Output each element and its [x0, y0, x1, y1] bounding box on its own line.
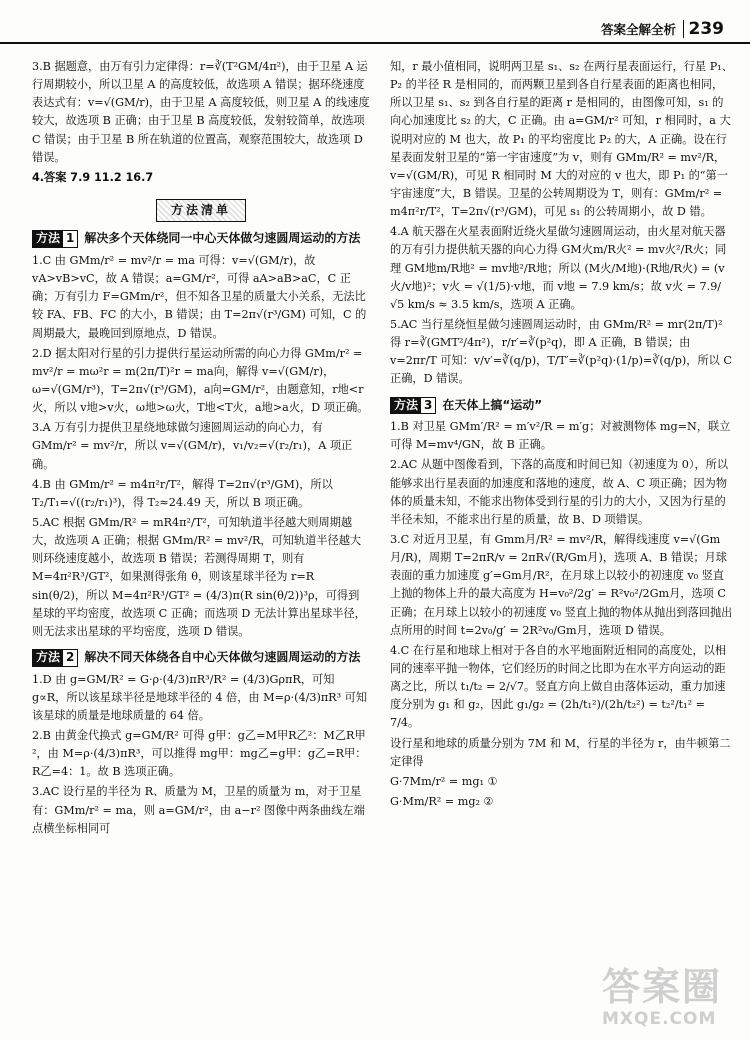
method-3-tag: 方法 3 — [390, 397, 436, 415]
m1-answer-1: 1.C 由 GMm/r² = mv²/r = ma 可得：v=√(GM/r)，故 vA>vB>vC，故 A 错误；a=GM/r²，可得 aA>aB>aC，C 正确；万有引力 F=GMm/r²，但不知各卫星的质量大小关系，无法比较 FA、FB、FC 的大小，B 错误；由 T=2π√(r³/GM) 可知，C 的周期最大，最晚回到原地点，D 错误。 — [32, 254, 367, 340]
right-column — [390, 58, 734, 1028]
method-2-heading — [32, 649, 370, 667]
answer-3b: 3.B 据题意，由万有引力定律得：r=∛(T²GM/4π²)，由于卫星 A 运行周期较小，所以卫星 A 的高度较低，故选项 A 错误；据环绕速度表达式有：v=√(GM/r)，由于卫星 A 高度较低，则卫星 A 的线速度较大，故选项 B 正确；由于卫星 B 高度较低，发射较简单，故选项 C 错误；由于卫星 B 所在轨道的位置高，观察范围较大，故选项 D 错误。 — [32, 60, 370, 164]
m3-answer-3: 3.C 对近月卫星，有 Gmm月/R² = mv²/R，解得线速度 v=√(Gm月/R)，周期 T=2πR/v = 2πR√(R/Gm月)，选项 A、B 错误；月球表面的重力加速度 g′=Gm月/R²，在月球上以较小的初速度 v₀ 竖直上抛的物体上升的最大高度为 H=v₀²/2g′ = R²v₀²/2Gm月，选项 C 正确；在月球上以较小的初速度 v₀ 竖直上抛的物体从抛出到落回抛出点所用的时间 t=2v₀/g′ = 2R²v₀/Gm月，选项 D 错误。 — [390, 532, 733, 637]
watermark-url: MXQE.COM — [602, 1009, 717, 1029]
answer-4: 4.答案 7.9 11.2 16.7 — [32, 170, 154, 184]
equation-2: G·Mm/R² = mg₂ ② — [390, 794, 494, 808]
m2-answer-1: 1.D 由 g=GM/R² = G·ρ·(4/3)πR³/R² = (4/3)GρπR，可知 g∝R，所以该星球半径是地球半径的 4 倍，由 M=ρ·(4/3)πR³ 可知该星球的质量是地球质量的 64 倍。 — [32, 672, 368, 722]
m2-answer-3-continued: 知，r 最小值相同，说明两卫星 s₁、s₂ 在两行星表面运行，行星 P₁、P₂ 的半径 R 是相同的，而两颗卫星到各自行星表面的距离也相同，所以卫星 s₁、s₂ 到各自行星的距离 r 是相同的，由图像可知，s₁ 的向心加速度比 s₂ 的大，C 正确。由 a=GM/r² 可知，r 相同时，a 大说明对应的 M 也大，故 P₁ 的平均密度比 P₂ 的大，A 正确。设在行星表面发射卫星的“第一宇宙速度”为 v，则有 GMm/R² = mv²/R，v=√(GM/R)，可见 R 相同时 M 大的对应的 v 也大，即 P₁ 的“第一宇宙速度”大，B 错误。卫星的公转周期设为 T，则有：GMm/r² = m4π²r/T²，T=2π√(r³/GM)，可见 s₁ 的公转周期小，故 D 错。 — [390, 60, 733, 219]
m3-answer-1: 1.B 对卫星 GMm′/R² = m′v²/R = m′g；对被测物体 mg=N，联立可得 M=mv⁴/GN，故 B 正确。 — [390, 420, 731, 452]
m3-answer-4-setup: 设行星和地球的质量分别为 7M 和 M，行星的半径为 r，由牛顿第二定律得 — [390, 736, 731, 768]
header-separator — [683, 20, 684, 38]
method-3-title: 在天体上搞“运动” — [442, 397, 543, 412]
section-banner — [32, 199, 370, 222]
m1-answer-2: 2.D 据太阳对行星的引力提供行星运动所需的向心力得 GMm/r² = mv²/r = mω²r = m(2π/T)²r = ma向，解得 v=√(GM/r)，ω=√(GM/r³)，T=2π√(r³/GM)，a向=GM/r²，由题意知，r地<r火，所以 v地>v火，ω地>ω火，T地<T火，a地>a火，D 项正确。 — [32, 346, 369, 415]
method-2-tag: 方法 2 — [32, 649, 78, 667]
left-column — [32, 58, 370, 1028]
method-2-title: 解决不同天体绕各自中心天体做匀速圆周运动的方法 — [84, 649, 361, 664]
page-header — [0, 0, 750, 44]
m3-answer-4: 4.C 在行星和地球上相对于各自的水平地面附近相同的高度处，以相同的速率平抛一物体，它们经历的时间之比即为在水平方向运动的距离之比，所以 t₁/t₂ = 2/√7。竖直方向上做自由落体运动，重力加速度分别为 g₁ 和 g₂，因此 g₁/g₂ = (2h/t₁²)/(2h/t₂²) = t₂²/t₁² = 7/4。 — [390, 643, 727, 730]
m2-answer-2: 2.B 由黄金代换式 g=GM/R² 可得 g甲：g乙=M甲R乙²：M乙R甲²，由 M=ρ·(4/3)πR³，可以推得 mg甲：mg乙=g甲：g乙=R甲：R乙=4：1。故 B 选项正确。 — [32, 728, 367, 779]
m2-answer-4: 4.A 航天器在火星表面附近绕火星做匀速圆周运动，由火星对航天器的万有引力提供航天器的向心力得 GM火m/R火² = mv火²/R火；同理 GM地m/R地² = mv地²/R地；所以 (M火/M地)·(R地/R火) = (v火/v地)²；v火 = √(1/5)·v地，而 v地 = 7.9 km/s；故 v火 = 7.9/√5 km/s ≈ 3.5 km/s，选项 A 正确。 — [390, 225, 727, 311]
m1-answer-4: 4.B 由 GMm/r² = m4π²r/T²，解得 T=2π√(r³/GM)，所以 T₂/T₁=√((r₂/r₁)³)，得 T₂≈24.49 天，所以 B 项正确。 — [32, 477, 333, 509]
m2-answer-5: 5.AC 当行星绕恒星做匀速圆周运动时，由 GMm/R² = mr(2π/T)² 得 r=∛(GMT²/4π²)，r/r′=∛(p²q)，即 A 正确，B 错误；由 v=2πr/T 可知：v/v′=∛(q/p)，T/T′=∛(p²q)·(1/p)=∛(q/p)，所以 C 正确，D 错误。 — [390, 317, 732, 386]
watermark-logo-text: 答案圈 — [602, 965, 723, 1009]
m1-answer-5: 5.AC 根据 GMm/R² = mR4π²/T²，可知轨道半径越大则周期越大，故选项 A 正确；根据 GMm/R² = mv²/R，可知轨道半径越大则环绕速度越小，故选项 B 错误；若测得周期 T，则有 M=4π²R³/GT²，如果测得张角 θ，则该星球半径为 r=R sin(θ/2)，所以 M=4π²R³/GT² = (4/3)π(R sin(θ/2))³ρ，可得到星球的平均密度，故选项 C 正确；而选项 D 无法计算出星球半径，则无法求出星球的平均密度，选项 D 错误。 — [32, 515, 366, 638]
method-3-heading — [390, 397, 734, 415]
method-1-tag: 方法 1 — [32, 230, 78, 248]
method-1-heading — [32, 230, 370, 248]
m3-answer-2: 2.AC 从题中图像看到，下落的高度和时间已知（初速度为 0），所以能够求出行星表面的加速度和落地的速度，故 A、C 项正确；因为物体的质量未知，不能求出物体受到行星的引力的大小，又因为行星的半径未知，不能求出行星的质量，故 B、D 项错误。 — [390, 458, 729, 526]
header-title: 答案全解全析 — [600, 22, 676, 37]
m1-answer-3: 3.A 万有引力提供卫星绕地球做匀速圆周运动的向心力，有 GMm/r² = mv²/r，所以 v=√(GM/r)，v₁/v₂=√(r₂/r₁)，A 项正确。 — [32, 421, 353, 471]
site-watermark — [602, 965, 742, 1030]
page-number: 239 — [688, 19, 724, 39]
equation-1: G·7Mm/r² = mg₁ ① — [390, 774, 498, 788]
section-banner-label: 方法清单 — [156, 199, 246, 222]
method-1-title: 解决多个天体绕同一中心天体做匀速圆周运动的方法 — [84, 231, 361, 246]
m2-answer-3: 3.AC 设行星的半径为 R、质量为 M，卫星的质量为 m，对于卫星有：GMm/r² = ma，则 a=GM/r²，由 a−r² 图像中两条曲线左端点横坐标相同可 — [32, 785, 365, 835]
